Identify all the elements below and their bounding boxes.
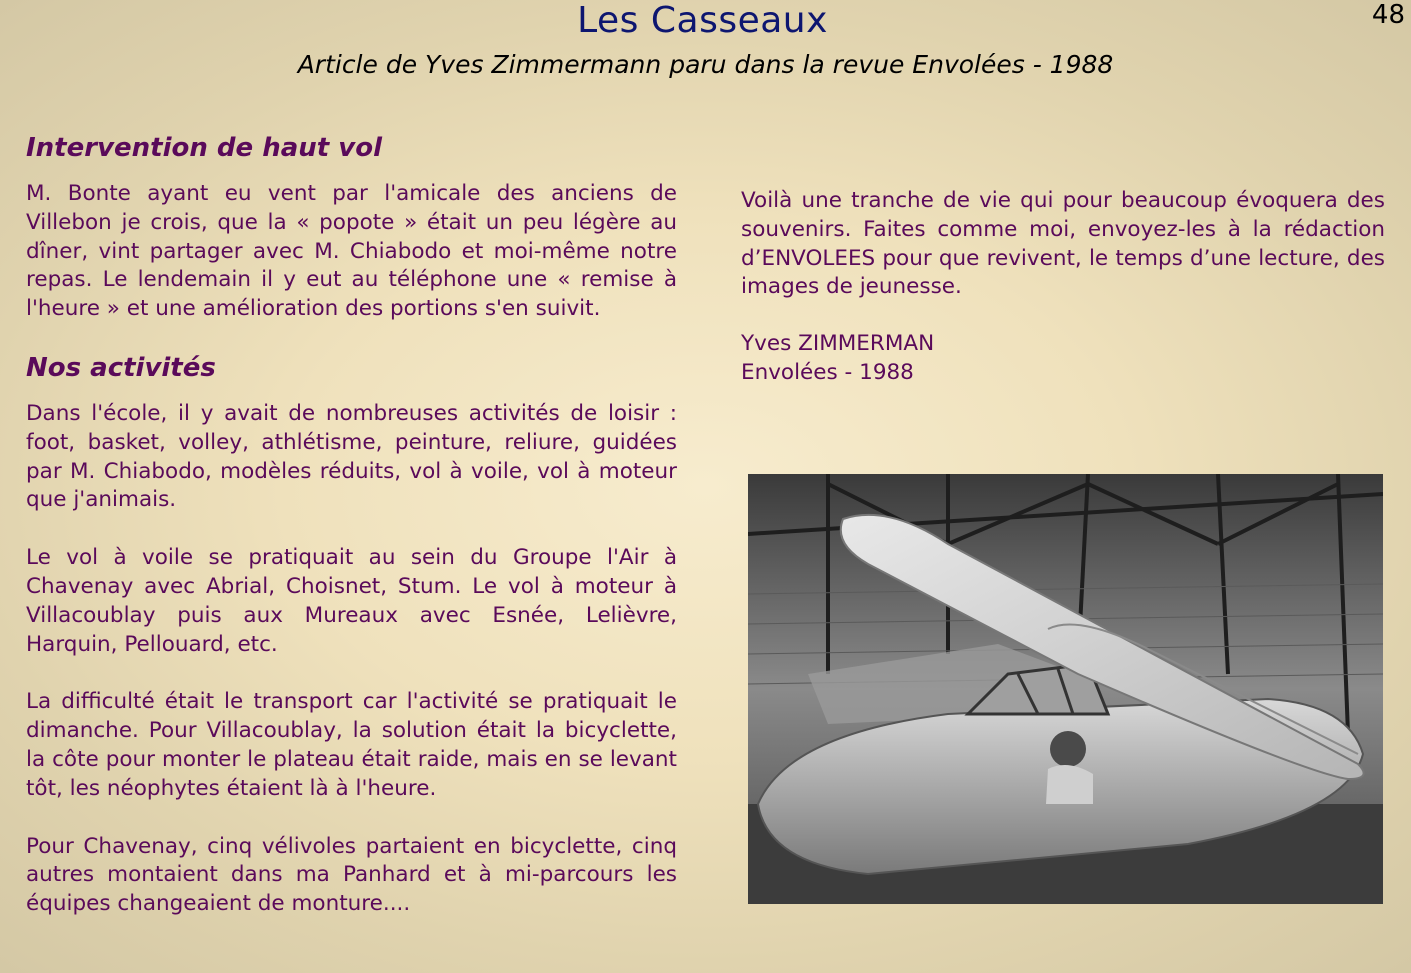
paragraph-activites-3: La difficulté était le transport car l'activité se pratiquait le dimanche. Pour Villacoublay, la solution était la bicyclette, la côte pour monter le plateau était raide, mais en se levant tôt, les néophytes étaient là à l'heure.	[26, 689, 677, 801]
section-title-activites: Nos activités	[26, 352, 216, 383]
section-title-intervention: Intervention de haut vol	[26, 133, 382, 163]
page-title: Les Casseaux	[577, 0, 828, 41]
page-number: 48	[1371, 0, 1405, 30]
paragraph-conclusion: Voilà une tranche de vie qui pour beaucoup évoquera des souvenirs. Faites comme moi, envoyez-les à la rédaction d’ENVOLEES pour que revivent, le temps d’une lecture, des images de jeunesse.	[741, 188, 1385, 300]
right-column	[741, 187, 1385, 388]
signature-source: Envolées - 1988	[741, 359, 914, 385]
signature	[741, 330, 1385, 388]
page-subtitle: Article de Yves Zimmermann paru dans la revue Envolées - 1988	[297, 50, 1114, 79]
left-column	[26, 130, 677, 919]
glider-photo	[748, 474, 1383, 904]
signature-name: Yves ZIMMERMAN	[741, 331, 935, 357]
paragraph-intervention: M. Bonte ayant eu vent par l'amicale des anciens de Villebon je crois, que la « popote » était un peu légère au dîner, vint partager avec M. Chiabodo et moi-même notre repas. Le lendemain il y eut au téléphone une « remise à l'heure » et une amélioration des portions s'en suivit.	[26, 181, 677, 322]
paragraph-activites-2: Le vol à voile se pratiquait au sein du Groupe l'Air à Chavenay avec Abrial, Choisnet, Stum. Le vol à moteur à Villacoublay puis aux Mureaux avec Esnée, Lelièvre, Harquin, Pellouard, etc.	[26, 545, 677, 657]
paragraph-activites-1: Dans l'école, il y avait de nombreuses activités de loisir : foot, basket, volley, athlétisme, peinture, reliure, guidées par M. Chiabodo, modèles réduits, vol à voile, vol à moteur que j'animais.	[26, 400, 677, 513]
paragraph-activites-4: Pour Chavenay, cinq vélivoles partaient en bicyclette, cinq autres montaient dans ma Panhard et à mi-parcours les équipes changeaient de monture....	[26, 833, 677, 917]
